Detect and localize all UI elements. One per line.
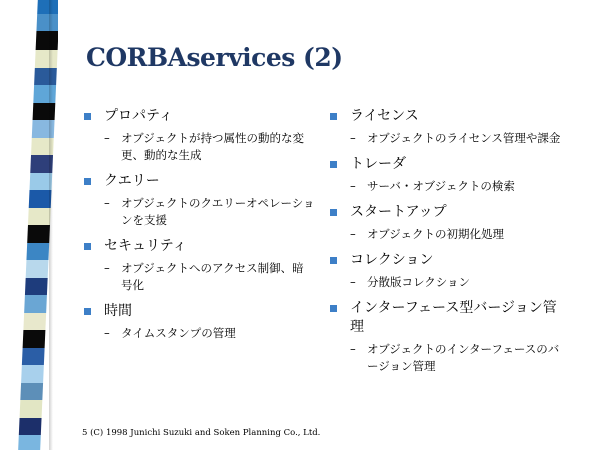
strip-segment (26, 260, 49, 278)
strip-segment (24, 295, 47, 313)
bullet-label: インターフェース型バージョン管理 (350, 300, 557, 335)
strip-segment (22, 348, 45, 365)
sub-bullet-text: オブジェクトが持つ属性の動的な変更、動的な生成 (121, 131, 304, 162)
bullet-label: コレクション (350, 252, 434, 268)
square-bullet-icon (330, 305, 337, 312)
slide-footer: 5 (C) 1998 Junichi Suzuki and Soken Planning Co., Ltd. (82, 428, 321, 438)
sub-bullet-text: オブジェクトのインターフェースのバージョン管理 (367, 342, 560, 373)
square-bullet-icon (84, 178, 91, 185)
strip-segment (19, 418, 42, 435)
sub-bullet-item (330, 130, 570, 147)
square-bullet-icon (84, 243, 91, 250)
strip-segment (27, 225, 50, 243)
square-bullet-icon (330, 113, 337, 120)
sub-bullet-item (84, 260, 319, 294)
sub-bullet-text: オブジェクトのクエリーオペレーションを支援 (121, 196, 315, 227)
sub-bullet-item (84, 130, 319, 164)
strip-segment (20, 383, 43, 400)
bullet-item (84, 107, 319, 126)
square-bullet-icon (330, 257, 337, 264)
dash-marker: – (350, 131, 356, 145)
strip-segment (21, 365, 44, 383)
dash-marker: – (350, 342, 356, 356)
sub-bullet-item (330, 274, 570, 291)
square-bullet-icon (330, 161, 337, 168)
dash-marker: – (350, 275, 356, 289)
strip-segment (26, 243, 49, 260)
square-bullet-icon (330, 209, 337, 216)
sub-bullet-item (330, 226, 570, 243)
dash-marker: – (104, 261, 110, 275)
strip-segment (35, 50, 58, 68)
bullet-item (330, 299, 570, 337)
sub-bullet-text: オブジェクトの初期化処理 (367, 227, 504, 241)
sub-bullet-item (84, 325, 319, 342)
strip-segment (37, 0, 58, 14)
sub-bullet-item (330, 178, 570, 195)
strip-segment (25, 278, 48, 295)
bullet-label: プロパティ (104, 108, 173, 124)
strip-segment (34, 68, 57, 85)
bullet-item (84, 237, 319, 256)
slide-title: CORBAservices (2) (86, 43, 343, 72)
bullet-label: クエリー (104, 173, 160, 189)
sub-bullet-text: タイムスタンプの管理 (121, 326, 236, 340)
bullet-label: セキュリティ (104, 238, 187, 254)
sub-bullet-text: 分散版コレクション (367, 275, 471, 289)
strip-segment (18, 435, 41, 450)
strip-segment (23, 330, 46, 348)
bullet-item (330, 203, 570, 222)
strip-segment (20, 400, 43, 418)
dash-marker: – (104, 131, 110, 145)
dash-marker: – (350, 227, 356, 241)
sub-bullet-text: オブジェクトのライセンス管理や課金 (367, 131, 561, 145)
bullet-label: 時間 (104, 303, 132, 319)
sub-bullet-item (330, 341, 570, 375)
sub-bullet-text: サーバ・オブジェクトの検索 (367, 179, 515, 193)
strip-segment (36, 14, 58, 31)
dash-marker: – (104, 326, 110, 340)
square-bullet-icon (84, 308, 91, 315)
bullet-label: ライセンス (350, 108, 419, 124)
decorative-strip (0, 0, 58, 450)
dash-marker: – (104, 196, 110, 210)
sub-bullet-text: オブジェクトへのアクセス制御、暗号化 (121, 261, 304, 292)
strip-segment (36, 31, 58, 50)
left-bullet-list (84, 104, 319, 350)
strip-segment (28, 208, 51, 225)
bullet-item (330, 107, 570, 126)
bullet-item (84, 302, 319, 321)
strip-segment (23, 313, 46, 330)
right-bullet-list (330, 104, 570, 383)
bullet-label: スタートアップ (350, 204, 447, 220)
bullet-item (84, 172, 319, 191)
bullet-item (330, 251, 570, 270)
square-bullet-icon (84, 113, 91, 120)
bullet-label: トレーダ (350, 156, 406, 172)
sub-bullet-item (84, 195, 319, 229)
dash-marker: – (350, 179, 356, 193)
bullet-item (330, 155, 570, 174)
